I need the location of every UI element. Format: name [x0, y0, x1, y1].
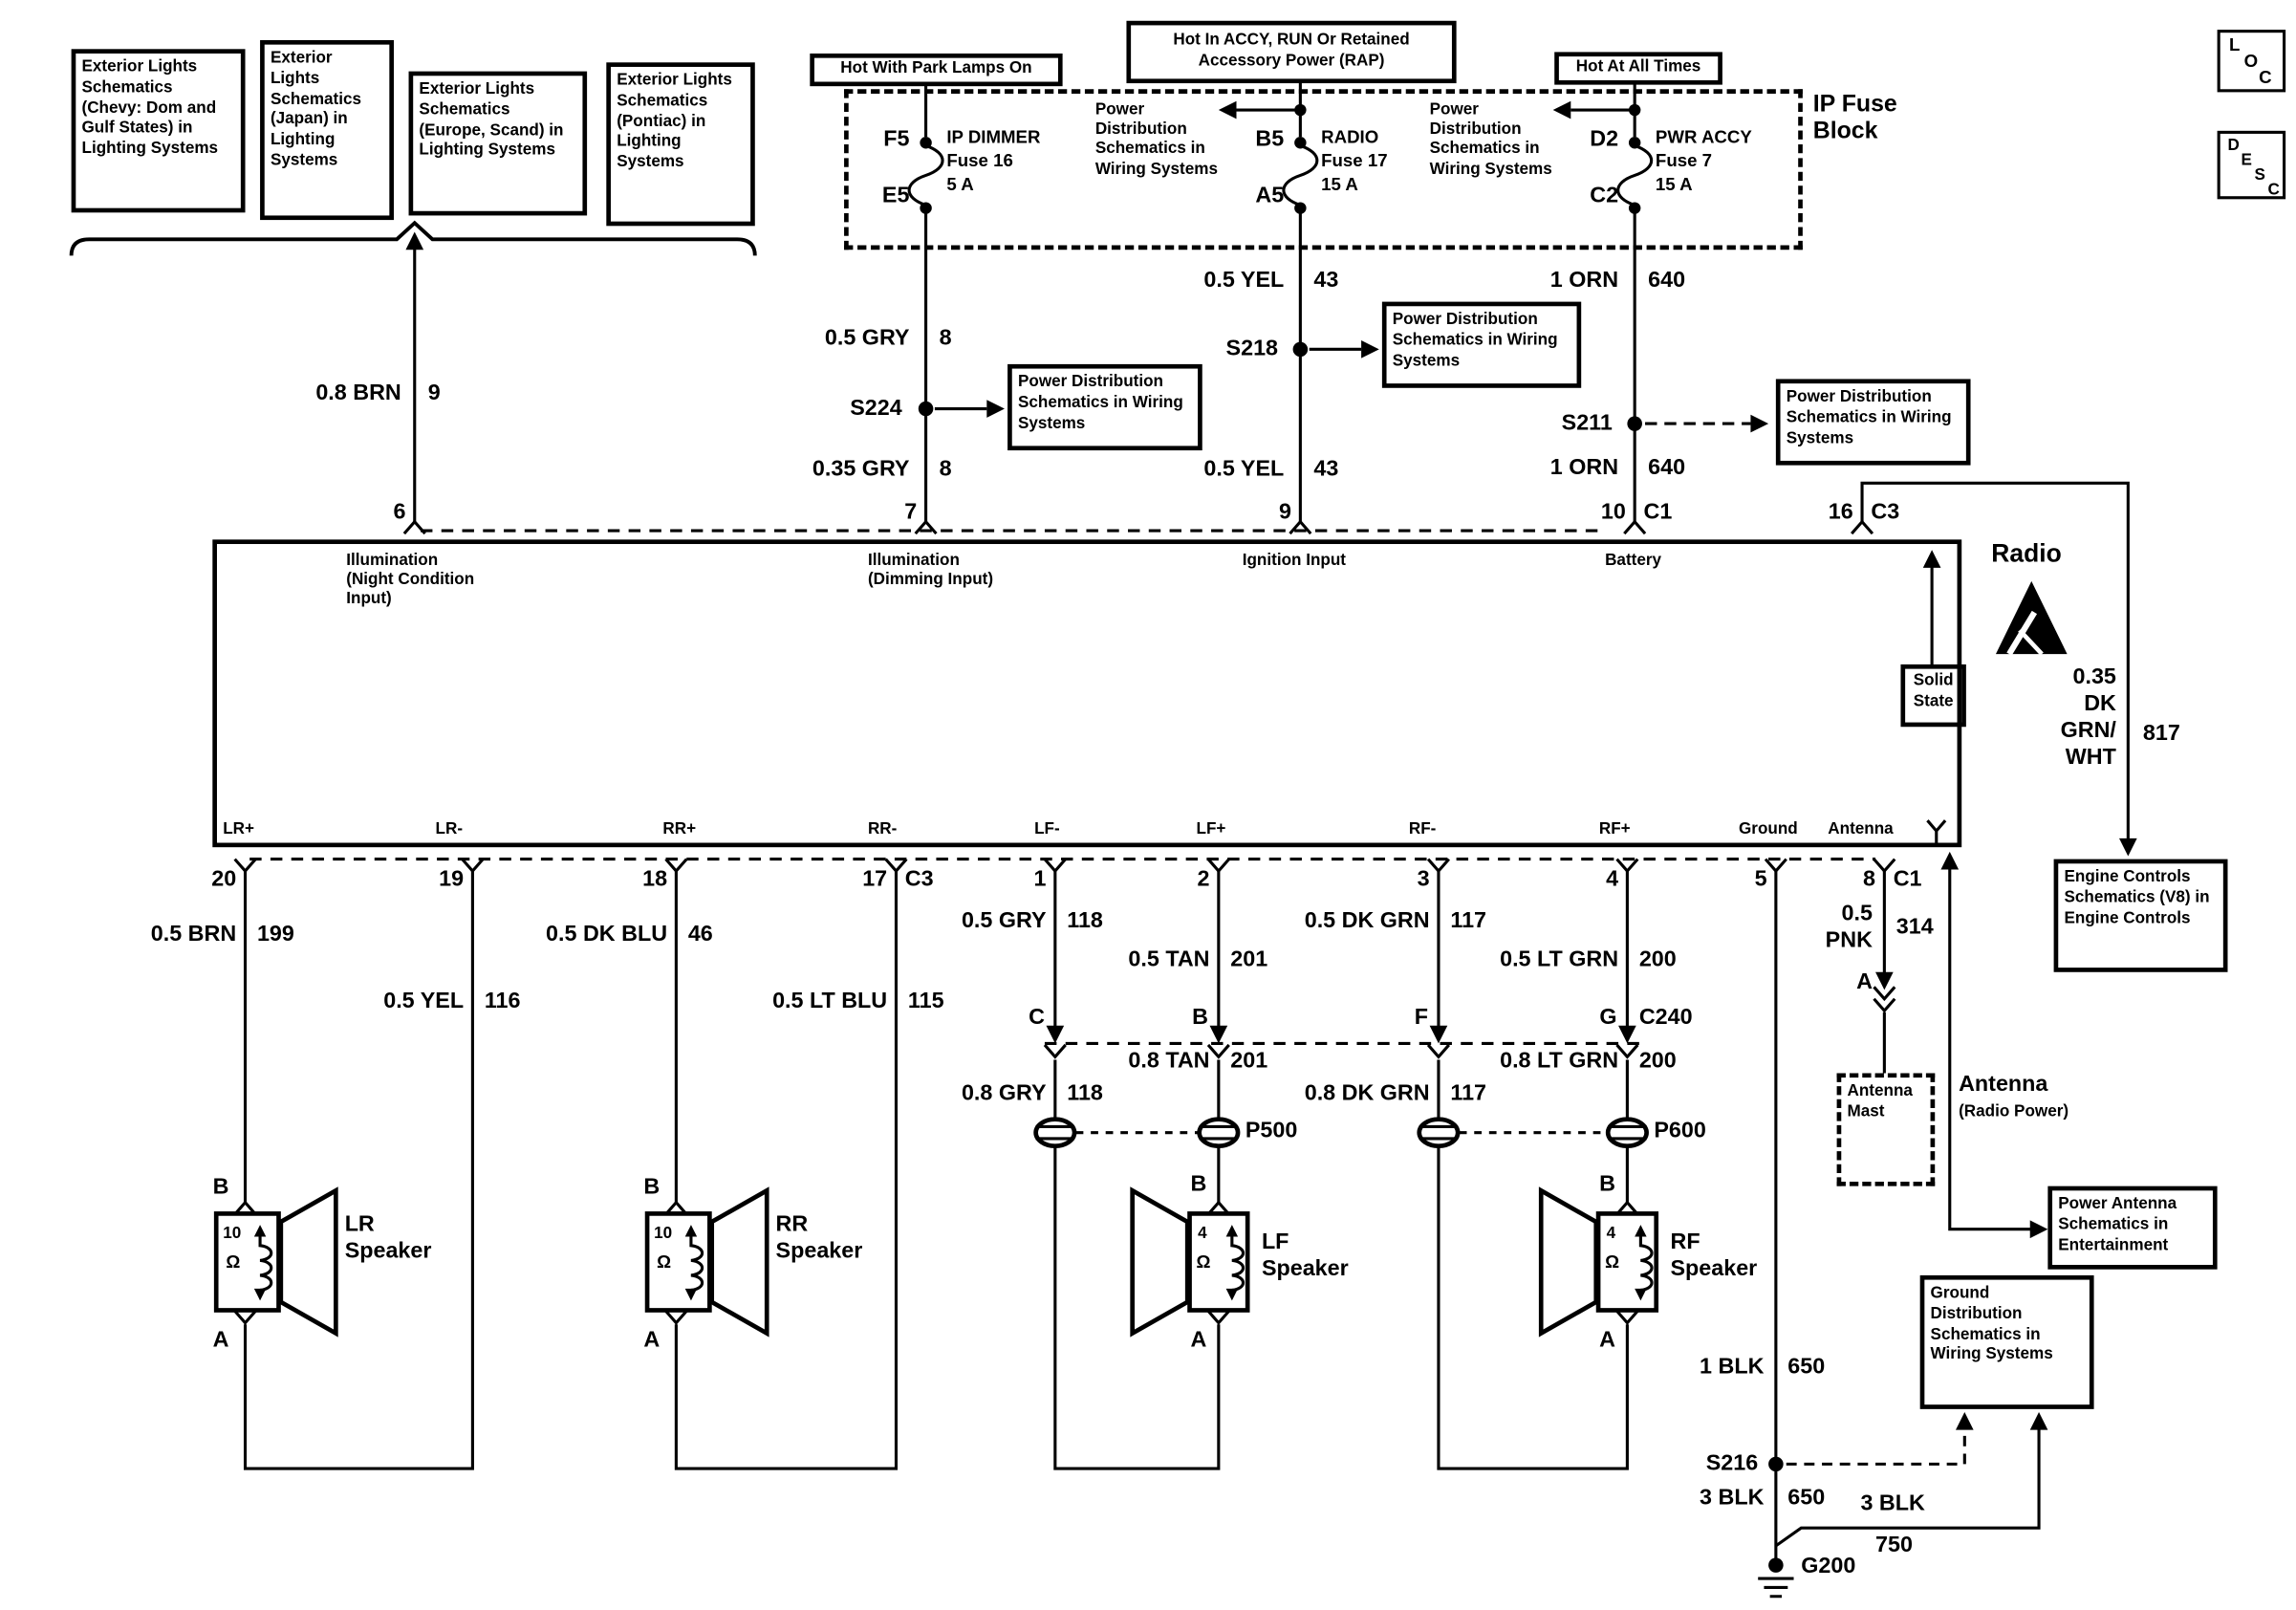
radio-pin: 8 — [1863, 866, 1876, 892]
c240-pin: B — [1192, 1004, 1208, 1031]
wire-color: 0.5 GRY — [961, 907, 1047, 934]
wire-circuit: 650 — [1787, 1485, 1826, 1511]
speaker-pin: B — [1599, 1171, 1615, 1197]
wire-circuit: 9 — [427, 381, 441, 406]
ref-box-power-antenna — [2047, 1186, 2217, 1270]
wire-color: 0.5 LT GRN — [1500, 946, 1619, 972]
fuse-pin: D2 — [1590, 126, 1619, 152]
speaker-ohms: 10 — [223, 1225, 242, 1243]
speaker-ohm-symbol: Ω — [1605, 1251, 1620, 1273]
wire-color: 0.5 — [1841, 901, 1873, 926]
speaker-ohm-symbol: Ω — [657, 1251, 672, 1273]
radio-output-label: RR- — [867, 820, 898, 838]
fuse-id: Fuse 17 — [1321, 150, 1388, 171]
grommet-label: P500 — [1245, 1118, 1298, 1143]
c240-pin: F — [1414, 1004, 1429, 1031]
radio-pin: 1 — [1033, 866, 1047, 892]
wire-circuit: 750 — [1875, 1532, 1913, 1558]
radio-name: Radio — [1991, 539, 2062, 568]
fuse-pin: E5 — [881, 183, 910, 208]
speaker-terminal-chevrons — [235, 1203, 1638, 1323]
radio-pin: 18 — [642, 866, 668, 892]
fuse-id: Fuse 16 — [946, 150, 1013, 171]
ref-box-ground-dist — [1920, 1275, 2094, 1409]
fuse-name: IP DIMMER — [946, 126, 1041, 147]
speaker-name: Speaker — [1261, 1255, 1349, 1282]
radio-pin: 16 — [1828, 499, 1853, 525]
speaker-ohms: 4 — [1606, 1225, 1616, 1243]
speaker-horn-icons — [281, 1190, 1596, 1333]
ref-text: Power Distribution Schematics in Wiring Systems — [1017, 373, 1183, 432]
c240-pin: C — [1029, 1004, 1045, 1031]
radio-output-label: RF- — [1408, 820, 1437, 838]
splice-dot-s211 — [1627, 416, 1642, 431]
wire-circuit: 8 — [939, 456, 952, 482]
ref-box-power-dist — [1382, 302, 1581, 388]
wire-color: 1 BLK — [1700, 1354, 1765, 1380]
ref-text: Engine Controls Schematics (V8) in Engine Controls — [2064, 867, 2210, 927]
banner-hot-all-times — [1554, 52, 1722, 84]
radio-pin: 5 — [1754, 866, 1767, 892]
radio-output-label: Ground — [1738, 820, 1798, 838]
speaker-ohm-symbol: Ω — [1196, 1251, 1211, 1273]
banner-rap — [1126, 21, 1456, 83]
speaker-ohms: 4 — [1198, 1225, 1207, 1243]
ref-box-exterior-japan — [260, 40, 394, 220]
loc-letter: O — [2243, 50, 2259, 72]
radio-input-label: Ignition Input — [1242, 551, 1347, 570]
radio-input-label: Battery — [1605, 551, 1662, 570]
speaker-ohms: 10 — [654, 1225, 673, 1243]
wire-circuit: 117 — [1450, 907, 1487, 934]
wire-circuit: 43 — [1313, 456, 1339, 482]
wire-color: 0.35 — [2072, 664, 2116, 690]
wire-circuit: 115 — [907, 988, 944, 1014]
desc-letter: C — [2267, 181, 2280, 200]
speaker-pin: B — [1190, 1171, 1207, 1197]
ref-text: Power Antenna Schematics in Entertainment — [2058, 1194, 2177, 1254]
wire-color: 3 BLK — [1860, 1490, 1925, 1516]
wire-color: 0.5 LT BLU — [772, 988, 888, 1014]
speaker-pin: A — [1190, 1327, 1207, 1353]
wire-circuit: 640 — [1648, 454, 1686, 481]
speaker-pin: A — [212, 1327, 229, 1353]
wire-color: 1 ORN — [1549, 267, 1619, 294]
desc-letter: E — [2241, 151, 2252, 170]
wire-color: 0.5 GRY — [824, 325, 910, 351]
wire-color: PNK — [1825, 927, 1873, 953]
wire-circuit: 201 — [1230, 946, 1268, 972]
wire-circuit: 200 — [1638, 946, 1677, 972]
wire-circuit: 8 — [939, 325, 952, 351]
wire-s216-dashed — [1787, 1427, 1965, 1465]
splice-label: S216 — [1705, 1450, 1759, 1476]
splice-dot-s224 — [919, 402, 934, 417]
fuse-name: RADIO — [1321, 126, 1379, 147]
wire-color: 0.8 TAN — [1128, 1048, 1210, 1074]
banner-text: Hot In ACCY, RUN Or Retained Accessory Power (RAP) — [1173, 32, 1410, 71]
solid-state-box — [1900, 664, 1965, 727]
speaker-name: LF — [1261, 1229, 1289, 1255]
speaker-name: RR — [775, 1211, 809, 1237]
fuse-amps: 15 A — [1655, 173, 1693, 195]
wire-color: 0.8 LT GRN — [1500, 1048, 1619, 1074]
wire-circuit: 640 — [1648, 267, 1686, 294]
speaker-pin: B — [212, 1174, 229, 1200]
wire-circuit: 118 — [1067, 1080, 1103, 1106]
radio-pin: 3 — [1417, 866, 1430, 892]
ref-text: Exterior Lights Schematics (Europe, Scand) in Lighting Systems — [419, 79, 564, 160]
wire-circuit: 199 — [256, 921, 294, 947]
radio-output-label: RF+ — [1598, 820, 1631, 838]
radio-pin: 9 — [1279, 499, 1292, 525]
speaker-name: LR — [344, 1211, 375, 1237]
ref-text: Exterior Lights Schematics (Chevy: Dom and Gulf States) in Lighting Systems — [81, 57, 219, 158]
wire-circuit: 118 — [1067, 907, 1103, 934]
solid-state-text: Solid State — [1913, 671, 1954, 710]
loc-letter: L — [2229, 33, 2241, 55]
radio-pin: 7 — [904, 499, 918, 525]
splice-label: S211 — [1561, 410, 1613, 436]
speaker-ohm-symbol: Ω — [226, 1251, 241, 1273]
loc-letter: C — [2259, 66, 2272, 88]
splice-label: S218 — [1225, 336, 1279, 361]
wire-circuit: 650 — [1787, 1354, 1826, 1380]
radio-output-label: LF- — [1034, 820, 1060, 838]
connector-id: C3 — [904, 866, 934, 892]
wire-color: 0.8 DK GRN — [1304, 1080, 1430, 1106]
wire-color: 0.5 DK GRN — [1304, 907, 1430, 934]
radio-pin: 20 — [211, 866, 237, 892]
speaker-name: Speaker — [1670, 1255, 1758, 1282]
antenna-connector-chevrons — [1874, 987, 1895, 1011]
banner-text: Hot With Park Lamps On — [840, 59, 1032, 78]
speaker-coil-icon — [260, 1235, 1652, 1291]
wire-circuit: 117 — [1450, 1080, 1487, 1106]
c240-pin: G — [1599, 1004, 1617, 1031]
desc-letter: S — [2254, 166, 2265, 185]
banner-park-lamps — [810, 54, 1062, 86]
ref-text: Power Distribution Schematics in Wiring Systems — [1786, 387, 1952, 447]
ref-note-power-dist: Power Distribution Schematics in Wiring Systems — [1429, 100, 1552, 178]
connector-id: C240 — [1638, 1004, 1693, 1031]
radio-output-label: LR+ — [223, 820, 254, 838]
fuse-pin: C2 — [1590, 183, 1619, 208]
wire-color: 3 BLK — [1700, 1485, 1765, 1511]
connector-chevrons-bottom — [235, 859, 1895, 871]
wire-color: 1 ORN — [1549, 454, 1619, 481]
wire-color: 0.5 YEL — [383, 988, 465, 1014]
antenna-mast-text: Antenna — [1847, 1081, 1913, 1100]
wire-rr-loop — [676, 871, 896, 1469]
radio-input-label: Illumination (Dimming Input) — [867, 551, 994, 589]
ground-label: G200 — [1801, 1553, 1856, 1579]
fuse-pin: F5 — [883, 126, 910, 152]
wire-color: 0.35 GRY — [812, 456, 910, 482]
ref-box-exterior-europe — [409, 72, 588, 216]
radio-output-label: LF+ — [1196, 820, 1226, 838]
connector-id: C1 — [1643, 499, 1673, 525]
fuse-pin: B5 — [1255, 126, 1285, 152]
wire-circuit: 314 — [1895, 914, 1934, 940]
radio-output-label: LR- — [435, 820, 464, 838]
antenna-mast-text: Mast — [1847, 1102, 1885, 1120]
speaker-name: Speaker — [775, 1238, 863, 1264]
fuse-amps: 15 A — [1321, 173, 1358, 195]
wire-color: 0.8 GRY — [961, 1080, 1047, 1106]
connector-id: C3 — [1871, 499, 1900, 525]
wire-circuit: 200 — [1638, 1048, 1677, 1074]
speaker-pin: B — [643, 1174, 661, 1200]
speaker-name: RF — [1670, 1229, 1700, 1255]
fuse-id: Fuse 7 — [1655, 150, 1713, 171]
wire-color: 0.5 TAN — [1128, 946, 1210, 972]
wire-color: 0.8 BRN — [315, 381, 401, 406]
wire-color: 0.5 BRN — [150, 921, 237, 947]
speaker-name: Speaker — [344, 1238, 432, 1264]
ground-symbol-icon — [1758, 1578, 1793, 1597]
banner-text: Hot At All Times — [1575, 57, 1701, 76]
wire-color: 0.5 DK BLU — [546, 921, 668, 947]
ref-box-power-dist — [1776, 379, 1971, 465]
fuse-pin: A5 — [1255, 183, 1285, 208]
splice-dot-s218 — [1293, 342, 1309, 358]
wire-circuit: 46 — [687, 921, 713, 947]
ref-text: Ground Distribution Schematics in Wiring Systems — [1930, 1284, 2053, 1364]
radio-output-label: RR+ — [662, 820, 697, 838]
wire-circuit: 43 — [1313, 267, 1339, 294]
radio-pin: 4 — [1606, 866, 1619, 892]
ip-fuse-block-title: IP Fuse Block — [1812, 92, 1897, 145]
ref-text: Exterior Lights Schematics (Pontiac) in Lighting Systems — [617, 71, 732, 171]
antenna-pin: A — [1856, 968, 1873, 995]
ref-box-exterior-chevy — [72, 49, 246, 212]
wire-color: WHT — [2065, 744, 2116, 771]
radio-pin: 2 — [1197, 866, 1210, 892]
radio-pin: 6 — [393, 499, 406, 525]
wire-power-antenna — [1950, 869, 2033, 1229]
splice-label: S224 — [850, 395, 902, 421]
radio-pin: 17 — [862, 866, 888, 892]
ref-box-engine-controls — [2054, 859, 2228, 972]
splice-dot-s216 — [1768, 1457, 1784, 1472]
radio-pin: 10 — [1600, 499, 1626, 525]
wire-color: GRN/ — [2060, 717, 2116, 744]
ground-dot-g200 — [1768, 1557, 1784, 1573]
loc-button[interactable] — [2218, 30, 2286, 92]
antenna-sublabel: (Radio Power) — [1959, 1102, 2069, 1121]
ref-text: Exterior Lights Schematics (Japan) in Lighting Systems — [270, 49, 362, 169]
antenna-mast-box — [1837, 1073, 1936, 1186]
wire-color: 0.5 YEL — [1203, 456, 1285, 482]
ref-box-power-dist — [1007, 364, 1202, 450]
ref-text: Power Distribution Schematics in Wiring Systems — [1392, 310, 1558, 370]
wire-circuit: 201 — [1230, 1048, 1268, 1074]
fuse-amps: 5 A — [946, 173, 974, 195]
wire-circuit: 116 — [484, 988, 521, 1014]
radio-input-label: Illumination (Night Condition Input) — [346, 551, 475, 609]
wire-circuit: 817 — [2142, 721, 2180, 747]
radio-pin: 19 — [439, 866, 465, 892]
speaker-pin: A — [1599, 1327, 1615, 1353]
connector-id: C1 — [1893, 866, 1922, 892]
ref-note-power-dist: Power Distribution Schematics in Wiring Systems — [1094, 100, 1218, 178]
wire-color: 0.5 YEL — [1203, 267, 1285, 294]
radio-output-label: Antenna — [1828, 820, 1894, 838]
speaker-pin: A — [643, 1327, 661, 1353]
wire-lr-loop — [246, 871, 473, 1469]
desc-letter: D — [2227, 137, 2240, 155]
desc-button[interactable] — [2218, 131, 2286, 200]
antenna-label: Antenna — [1959, 1071, 2048, 1098]
fuse-name: PWR ACCY — [1655, 126, 1752, 147]
ref-box-exterior-pontiac — [606, 62, 754, 226]
wire-color: DK — [2084, 690, 2116, 717]
grommet-label: P600 — [1654, 1118, 1706, 1143]
